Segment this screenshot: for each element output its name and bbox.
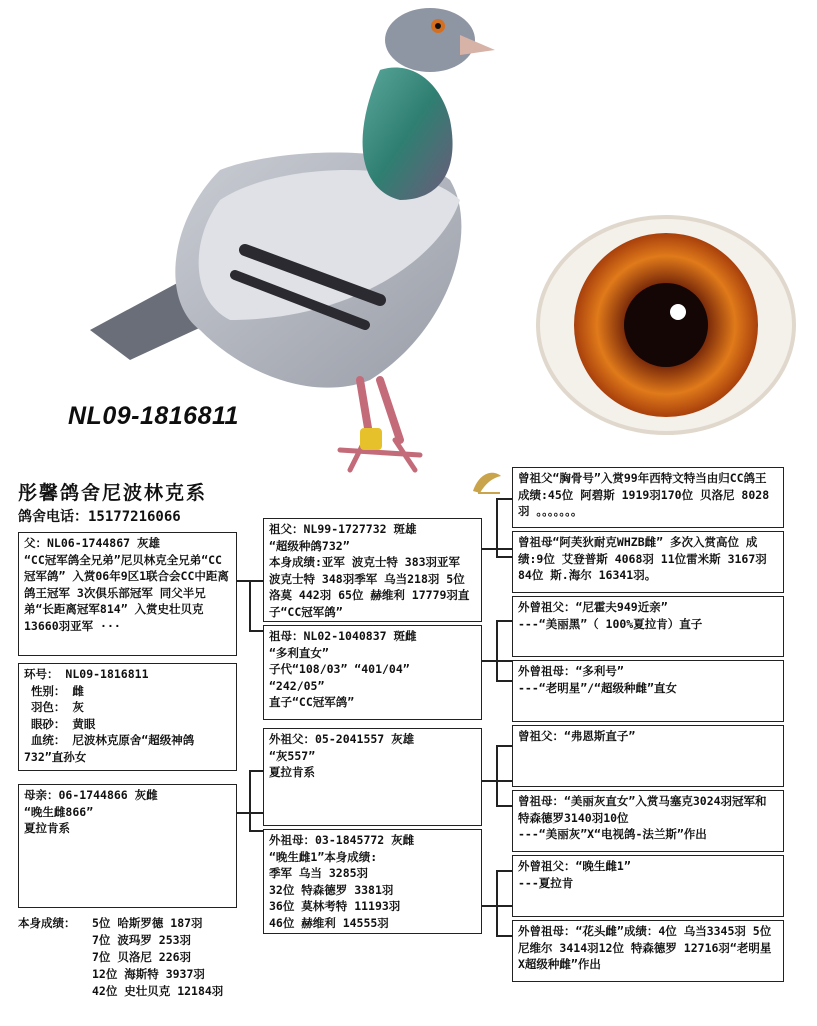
great-grandmother-mm-box — [512, 920, 784, 982]
great-grandfather-mm-text: 外曾祖父：“晚生雌1” ---夏拉肯 — [518, 859, 631, 890]
result-row: 12位 海斯特 3937羽 — [92, 967, 205, 981]
great-grandmother-mp-box — [512, 790, 784, 852]
paternal-grandfather-text: 祖父：NL99-1727732 斑雄 “超级种鸽732” 本身成绩:亚军 波克士特 383羽亚军 波克士特 348羽季军 乌当218羽 5位 洛莫 442羽 65位 赫维利 17779羽直子“CC冠军鸽” — [269, 522, 470, 619]
subject-ring: 环号： NL09-1816811 — [24, 667, 149, 681]
mother-box — [18, 784, 237, 908]
great-grandfather-pm-text: 外曾祖父：“尼霍夫949近亲” ---“美丽黑”（ 100%夏拉肯）直子 — [518, 600, 703, 631]
great-grandfather-mm-box — [512, 855, 784, 917]
great-grandmother-mp-text: 曾祖母：“美丽灰直女”入赏马塞克3024羽冠军和特森德罗3140羽10位 ---“美丽灰”X“电视鸽-法兰斯”作出 — [518, 794, 767, 841]
father-text: 父：NL06-1744867 灰雄 “CC冠军鸽全兄弟”尼贝林克全兄弟“CC冠军鸽” 入赏06年9区1联合会CC中距离鸽王冠军 3次俱乐部冠军 同父半兄弟“长距离冠军814” 入赏史壮贝克13660羽亚军 ··· — [24, 536, 229, 633]
maternal-grandmother-text: 外祖母：03-1845772 灰雌 “晚生雌1”本身成绩: 季军 乌当 3285羽 32位 特森德罗 3381羽 36位 莫林考特 11193羽 46位 赫维利 14555羽 — [269, 833, 415, 930]
great-grandmother-pm-text: 外曾祖母：“多利号” ---“老明星”/“超级种雌”直女 — [518, 664, 677, 695]
result-row: 42位 史壮贝克 12184羽 — [92, 984, 224, 998]
great-grandmother-pm-box — [512, 660, 784, 722]
great-grandfather-mp-box — [512, 725, 784, 787]
result-row: 7位 贝洛尼 226羽 — [92, 950, 192, 964]
mother-text: 母亲：06-1744866 灰雌 “晚生雌866” 夏拉肯系 — [24, 788, 158, 835]
ring-number: NL09-1816811 — [68, 402, 239, 430]
subject-blood: 血统： 尼波林克原舍“超级神鸽732”直孙女 — [24, 733, 195, 764]
loft-name: 彤馨鸽舍尼波林克系 — [18, 482, 208, 504]
great-grandfather-pp-box — [512, 467, 784, 528]
subject-feather: 羽色： 灰 — [24, 700, 84, 714]
paternal-grandmother-box — [263, 625, 482, 720]
maternal-grandfather-text: 外祖父：05-2041557 灰雄 “灰557” 夏拉肯系 — [269, 732, 415, 779]
eye-image — [528, 210, 804, 440]
subject-eye: 眼砂： 黄眼 — [24, 716, 96, 731]
subject-box — [18, 663, 237, 771]
great-grandfather-pm-box — [512, 596, 784, 657]
loft-logo-icon — [470, 466, 504, 496]
result-row: 7位 波玛罗 253羽 — [92, 933, 192, 947]
maternal-grandfather-box — [263, 728, 482, 826]
result-row: 5位 哈斯罗德 187羽 — [92, 916, 203, 930]
great-grandmother-pp-text: 曾祖母“阿芙狄耐克WHZB雌” 多次入赏高位 成绩:9位 艾登普斯 4068羽 11位雷米斯 3167羽84位 斯.海尔 16341羽。 — [518, 535, 767, 582]
self-results-label: 本身成绩： — [18, 916, 76, 930]
father-box — [18, 532, 237, 656]
maternal-grandmother-box — [263, 829, 482, 934]
great-grandfather-pp-text: 曾祖父“胸骨号”入赏99年西特文特当由归CC鸽王 成绩:45位 阿碧斯 1919羽170位 贝洛尼 8028羽 。。。。。。。 — [518, 471, 774, 518]
subject-sex: 性别： 雌 — [24, 683, 84, 698]
paternal-grandfather-box — [263, 518, 482, 622]
loft-phone: 鸽舍电话：15177216066 — [18, 509, 181, 525]
great-grandmother-pp-box — [512, 531, 784, 593]
paternal-grandmother-text: 祖母：NL02-1040837 斑雌 “多利直女” 子代“108/03” “401/04” “242/05” 直子“CC冠军鸽” — [269, 629, 417, 709]
self-results — [18, 915, 223, 1000]
great-grandfather-mp-text: 曾祖父：“弗恩斯直子” — [518, 729, 636, 743]
great-grandmother-mm-text: 外曾祖母：“花头雌”成绩：4位 乌当3345羽 5位 尼维尔 3414羽12位 特森德罗 12716羽“老明星X超级种雌”作出 — [518, 924, 779, 971]
